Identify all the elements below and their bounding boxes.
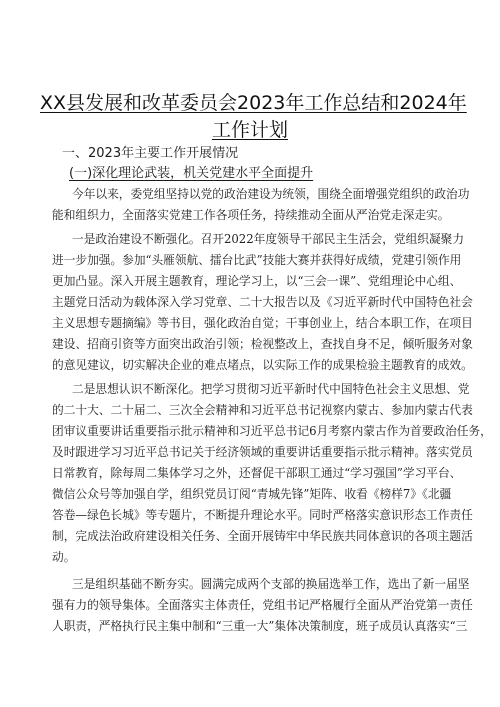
paragraph-line: 二是思想认识不断深化。把学习贯彻习近平新时代中国特色社会主义思想、党 [72, 382, 470, 396]
paragraph-line: 及时跟进学习习近平总书记关于经济领域的重要讲话重要指示批示精神。落实党员 [52, 445, 473, 459]
paragraph-line: 强有力的领导集体。全面落实主体责任，党组书记严格履行全面从严治党第一责任 [52, 598, 473, 612]
subsection-heading-1: (一)深化理论武装，机关党建水平全面提升 [69, 166, 314, 181]
paragraph-line: 的二十大、二十届二、三次全会精神和习近平总书记视察内蒙古、参加内蒙古代表 [52, 403, 473, 417]
paragraph-line: 微信公众号等加强自学，组织党员订阅“青城先锋”矩阵、收看《榜样7》《北疆 [52, 487, 452, 501]
paragraph-line: 主义思想专题摘编》等书目，强化政治自觉；干事创业上，结合本职工作，在项目 [52, 316, 473, 330]
paragraph-line: 制，完成法治政府建设相关任务、全面开展铸牢中华民族共同体意识的各项主题活 [52, 529, 473, 543]
paragraph-line: 答卷—绿色长城》等专题片，不断提升理论水平。同时严格落实意识形态工作责任 [52, 508, 473, 522]
paragraph-line: 团审议重要讲话重要指示批示精神和习近平总书记6月考察内蒙古作为首要政治任务， [52, 424, 492, 438]
paragraph-line: 主题党日活动为载体深入学习党章、二十大报告以及《习近平新时代中国特色社会 [52, 295, 473, 309]
paragraph-line: 三是组织基础不断夯实。圆满完成两个支部的换届选举工作，选出了新一届坚 [72, 577, 470, 591]
paragraph-line: 动。 [52, 550, 76, 564]
paragraph-line: 一是政治建设不断强化。召开2022年度领导干部民主生活会，党组织凝聚力 [72, 232, 465, 246]
section-heading-1: 一、2023年主要工作开展情况 [62, 146, 239, 161]
paragraph-line: 人职责，严格执行民主集中制和“三重一大”集体决策制度，班子成员认真落实“三 [52, 619, 468, 633]
paragraph-line: 的意见建议，切实解决企业的难点堵点，以实际工作的成果检验主题教育的成效。 [52, 358, 473, 372]
paragraph-line: 能和组织力，全面落实党建工作各项任务，持续推动全面从严治党走深走实。 [52, 208, 450, 222]
document-title-line-1: XX县发展和改革委员会2023年工作总结和2024年 [40, 92, 467, 114]
paragraph-line: 进一步加强。参加“头雁领航、擂台比武”技能大赛并获得好成绩，党建引领作用 [52, 253, 462, 267]
paragraph-line: 日常教育，除每周二集体学习之外，还督促干部职工通过“学习强国”学习平台、 [52, 466, 462, 480]
paragraph-line: 更加凸显。深入开展主题教育，理论学习上，以“三会一课”、党组理论中心组、 [52, 274, 462, 288]
paragraph-line: 今年以来，委党组坚持以党的政治建设为统领，围绕全面增强党组织的政治功 [72, 187, 470, 201]
paragraph-line: 建设、招商引资等方面突出政治引领；检视整改上，查找自身不足，倾听服务对象 [52, 337, 473, 351]
document-title-line-2: 工作计划 [211, 119, 288, 141]
